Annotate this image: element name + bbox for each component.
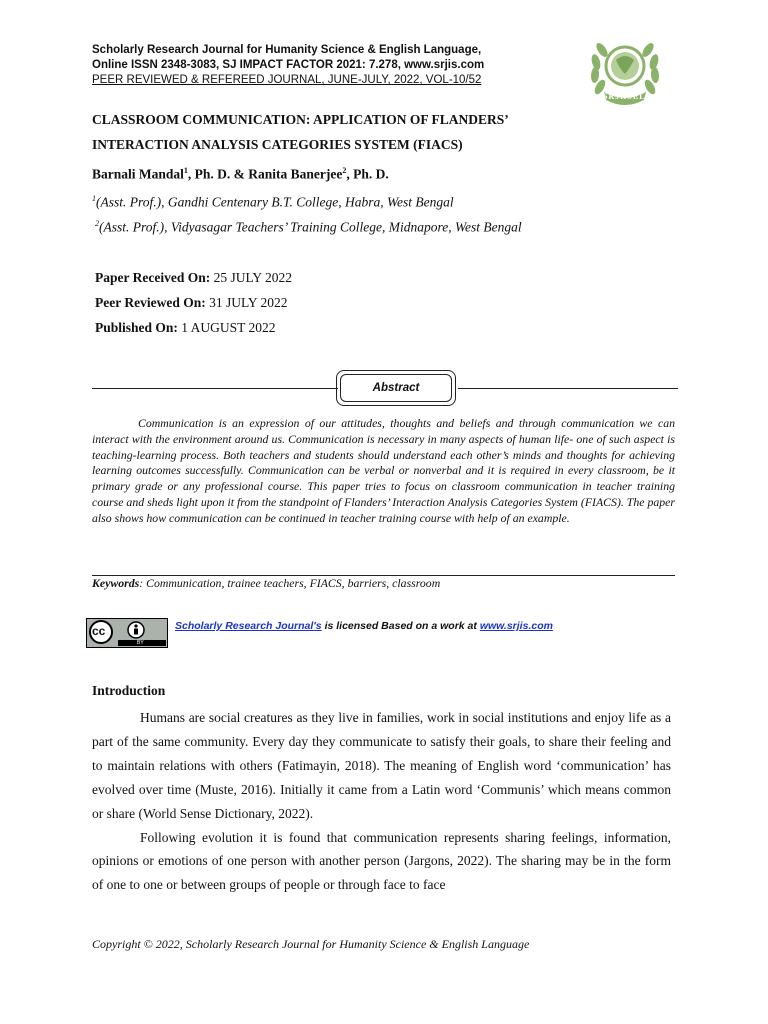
keywords-list: : Communication, trainee teachers, FIACS, barriers, classroom [139, 576, 441, 590]
received-date [95, 270, 292, 286]
published-label: Published On: [95, 320, 178, 335]
logo-text: SRJHSEL [603, 92, 646, 101]
abstract-body [92, 416, 675, 527]
affiliation-2-sup: 2 [95, 219, 99, 228]
website-link[interactable]: www.srjis.com [479, 620, 553, 632]
abstract-rule-right [458, 388, 678, 389]
journal-logo [586, 30, 664, 108]
journal-name: Scholarly Research Journal for Humanity Science & English Language, [92, 44, 482, 56]
affiliation-2-text: (Asst. Prof.), Vidyasagar Teachers’ Training College, Midnapore, West Bengal [99, 219, 522, 235]
received-label: Paper Received On: [95, 270, 211, 285]
reviewed-label: Peer Reviewed On: [95, 295, 206, 310]
reviewed-date [95, 295, 288, 311]
license-note [175, 620, 553, 632]
author-1-sup: 1 [183, 166, 188, 175]
introduction-body [92, 706, 671, 897]
cc-icon: cc [92, 624, 106, 638]
author-2-sup: 2 [342, 166, 347, 175]
journal-link[interactable]: Scholarly Research Journal's [175, 620, 322, 632]
title-line-2: INTERACTION ANALYSIS CATEGORIES SYSTEM (FIACS) [92, 137, 463, 152]
license-text: is licensed Based on a work at [321, 620, 480, 632]
journal-issn: Online ISSN 2348-3083, SJ IMPACT FACTOR 2021: 7.278, www.srjis.com [92, 59, 485, 71]
affiliation-1-text: (Asst. Prof.), Gandhi Centenary B.T. College, Habra, West Bengal [96, 194, 454, 210]
title-line-1: CLASSROOM COMMUNICATION: APPLICATION OF FLANDERS’ [92, 112, 509, 127]
section-heading-introduction: Introduction [92, 683, 166, 698]
paragraph-1: Humans are social creatures as they live in families, work in social institutions and enjoy life as a part of the same community. Every day they communicate to satisfy their goals, to share their feeling and to maintain relations with others (Fatimayin, 2018). The meaning of English word ‘communication’ has evolved over time (Muste, 2016). Initially it came from a Latin word ‘Communis’ which means common or share (World Sense Dictionary, 2022). [92, 710, 671, 821]
published-value: 1 AUGUST 2022 [181, 320, 276, 335]
cc-by-badge[interactable] [86, 618, 168, 648]
journal-issue: PEER REVIEWED & REFEREED JOURNAL, JUNE-JULY, 2022, VOL-10/52 [92, 74, 482, 86]
abstract-paragraph: Communication is an expression of our attitudes, thoughts and beliefs and through communication we can interact with the environment around us. Communication is necessary in many aspects of human life- one of such aspect is teaching-learning process. Both teachers and students should understand each other’s minds and thoughts for achieving learning outcomes successfully. Communication can be verbal or nonverbal and it is required in every classroom, be it primary grade or any professional course. This paper tries to focus on classroom communication in teacher training course and sheds light upon it from the standpoint of Flanders’ Interaction Analysis Categories System (FIACS). The paper also shows how communication can be continued in teacher training course with help of an example. [92, 416, 675, 525]
author-2: , Ph. D. & Ranita Banerjee [187, 166, 343, 182]
journal-header [92, 43, 572, 88]
keywords-label: Keywords [92, 576, 140, 590]
received-value: 25 JULY 2022 [213, 270, 293, 285]
author-1: Barnali Mandal [92, 166, 184, 182]
keywords [92, 576, 440, 591]
paper-title [92, 107, 692, 157]
author-2-degree: , Ph. D. [346, 166, 389, 182]
by-label: BY [137, 640, 144, 646]
reviewed-value: 31 JULY 2022 [209, 295, 288, 310]
abstract-heading-box [336, 370, 456, 406]
affiliation-1 [92, 194, 454, 211]
abstract-rule-left [92, 388, 338, 389]
abstract-heading: Abstract [340, 374, 452, 402]
affiliation-2 [95, 219, 522, 236]
published-date [95, 320, 276, 336]
paragraph-2: Following evolution it is found that communication represents sharing feelings, information, opinions or emotions of one person with another person (Jargons, 2022). The sharing may be in the form of one to one or between groups of people or through face to face [92, 829, 671, 893]
authors [92, 166, 389, 183]
affiliation-1-sup: 1 [92, 194, 96, 203]
copyright-footer: Copyright © 2022, Scholarly Research Journal for Humanity Science & English Language [92, 937, 530, 951]
